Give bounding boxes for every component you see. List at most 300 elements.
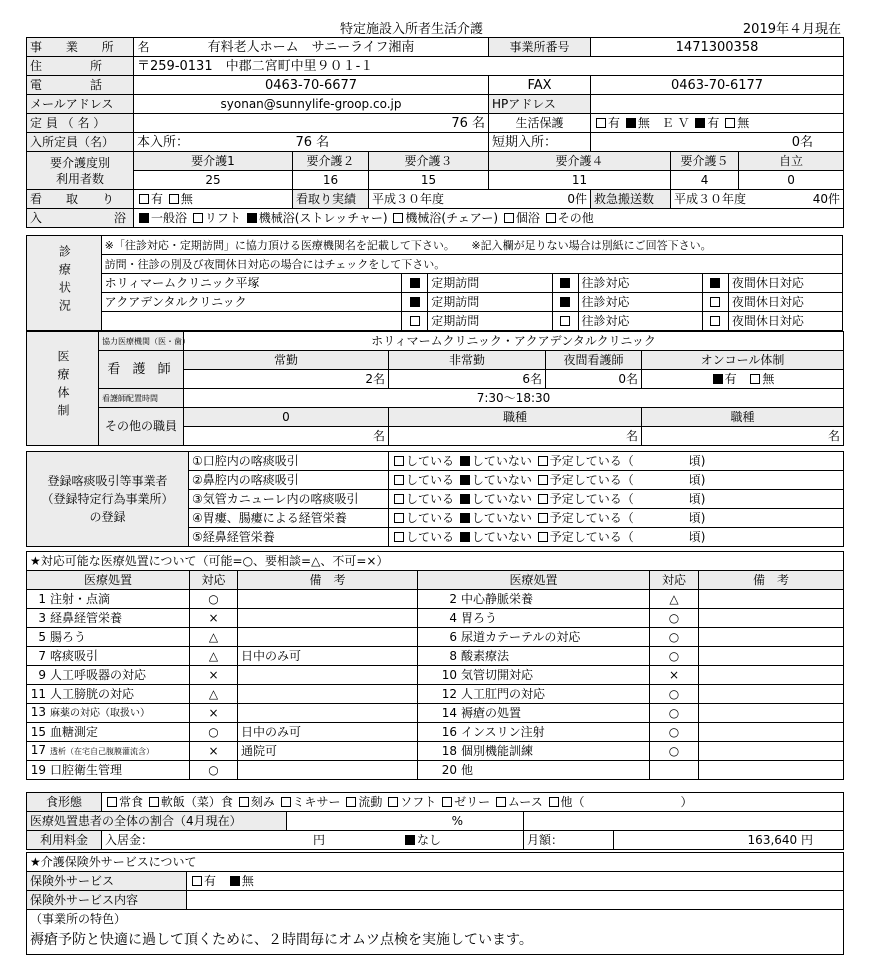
procedure-note: 通院可 (238, 742, 418, 761)
clinic-name: ホリィマームクリニック平塚 (101, 274, 402, 293)
care-level-2: 要介護２ (293, 152, 369, 171)
outside-no-label: 無 (241, 873, 254, 888)
medical-system-label-text: 医療体制 (56, 350, 70, 422)
ratio-value: % (287, 812, 524, 831)
checkbox-checked-icon[interactable] (410, 278, 420, 288)
suction-opt-not-doing: していない (471, 491, 532, 506)
ratio-spacer (524, 812, 844, 831)
procedure-number: 8 (449, 648, 457, 663)
terminal-record-year: 平成３０年度 (372, 191, 445, 206)
suction-opt-not-doing: していない (471, 510, 532, 525)
features-text: 褥瘡予防と快適に過して頂くために、２時間毎にオムツ点検を実施しています。 (30, 932, 533, 948)
periodic-visit-check[interactable] (402, 274, 428, 293)
terminal-record-count: 0件 (567, 191, 588, 206)
checkbox-icon[interactable] (394, 475, 404, 485)
email-value: syonan@sunnylife-groop.co.jp (134, 95, 489, 114)
fax-label: FAX (489, 76, 591, 95)
suction-opt-around: 頃) (688, 510, 706, 525)
main-residents-label: 本入所： (134, 133, 293, 152)
checkbox-icon[interactable] (546, 213, 556, 223)
procedure-response: ○ (190, 761, 238, 780)
checkbox-icon[interactable] (549, 797, 559, 807)
fee-label: 利用料金 (27, 831, 102, 850)
procedure-row (27, 761, 844, 780)
periodic-visit-check[interactable] (402, 312, 428, 331)
suction-item: ④胃瘻、腸瘻による経管栄養 (189, 509, 389, 528)
procedure-right (418, 761, 650, 780)
ratio-label: 医療処置患者の全体の割合（4月現在） (27, 812, 287, 831)
short-residents-value: 0名 (591, 133, 844, 152)
outside-service-options (187, 872, 844, 891)
procedure-note (699, 628, 844, 647)
procedure-name: 胃ろう (461, 610, 498, 625)
checkbox-checked-icon[interactable] (460, 456, 470, 466)
procedure-note (699, 761, 844, 780)
checkbox-icon[interactable] (192, 876, 202, 886)
capacity-label: 定 員 （ 名 ） (27, 114, 134, 133)
care-count-5: 4 (671, 171, 739, 190)
bath-label: 入 浴 (27, 209, 134, 228)
suction-options (389, 452, 844, 471)
procedure-note (699, 609, 844, 628)
residents-label: 入所定員（名） (27, 133, 134, 152)
terminal-care-options (134, 190, 293, 209)
checkbox-icon[interactable] (538, 513, 548, 523)
bath-option: 一般浴 (151, 210, 188, 225)
checkbox-icon[interactable] (725, 118, 735, 128)
care-level-3: 要介護３ (369, 152, 489, 171)
procedure-note (699, 723, 844, 742)
night-holiday-check[interactable] (702, 293, 728, 312)
procedure-row (27, 723, 844, 742)
welfare-label: 生活保護 (489, 114, 591, 133)
procedure-number: 20 (441, 762, 457, 777)
procedure-response: ○ (650, 723, 699, 742)
procedure-number: 18 (441, 743, 457, 758)
procedure-number: 15 (30, 724, 46, 739)
bath-option: 機械浴(チェアー) (405, 210, 499, 225)
checkbox-icon[interactable] (394, 513, 404, 523)
checkbox-icon[interactable] (560, 316, 570, 326)
other-staff-label: その他の職員 (99, 408, 184, 446)
response-col-header: 対応 (190, 571, 238, 590)
procedure-note (699, 590, 844, 609)
procedure-response: △ (190, 685, 238, 704)
checkbox-icon[interactable] (149, 797, 159, 807)
procedure-number: 11 (30, 686, 46, 701)
procedure-row (27, 666, 844, 685)
procedure-name: 喀痰吸引 (50, 648, 99, 663)
terminal-record-label: 看取り実績 (293, 190, 369, 209)
checkbox-icon[interactable] (239, 797, 249, 807)
procedure-note (238, 761, 418, 780)
procedure-response: ○ (650, 685, 699, 704)
periodic-visit-label: 定期訪問 (428, 274, 552, 293)
food-option: 他（ ） (560, 794, 693, 809)
procedure-number: 13 (30, 705, 46, 719)
medical-system-label (27, 332, 99, 446)
night-holiday-check[interactable] (702, 274, 728, 293)
response-col-header: 対応 (650, 571, 699, 590)
checkbox-checked-icon[interactable] (626, 118, 636, 128)
full-time-label: 常勤 (184, 351, 389, 370)
procedure-name: 腸ろう (50, 629, 87, 644)
procedure-note (699, 666, 844, 685)
procedure-col-header: 医療処置 (27, 571, 190, 590)
care-count-1: 25 (134, 171, 293, 190)
checkbox-checked-icon[interactable] (713, 374, 723, 384)
procedure-left (27, 647, 190, 666)
checkbox-checked-icon[interactable] (710, 278, 720, 288)
procedure-number: 16 (441, 724, 457, 739)
phone-label: 電 話 (27, 76, 134, 95)
suction-opt-planned: 予定している（ (549, 472, 634, 487)
capacity-value: 76 名 (134, 114, 489, 133)
checkbox-icon[interactable] (710, 316, 720, 326)
home-visit-label: 往診対応 (578, 293, 702, 312)
procedure-response: × (190, 609, 238, 628)
checkbox-checked-icon[interactable] (230, 876, 240, 886)
outside-service-label: 保険外サービス (27, 872, 187, 891)
checkbox-checked-icon[interactable] (460, 475, 470, 485)
entry-fee-label: 入居金： (105, 832, 154, 847)
suction-item: ①口腔内の喀痰吸引 (189, 452, 389, 471)
checkbox-checked-icon[interactable] (410, 297, 420, 307)
food-option: ゼリー (454, 794, 491, 809)
procedure-left (27, 685, 190, 704)
checkbox-icon[interactable] (193, 213, 203, 223)
procedure-row (27, 704, 844, 723)
suction-opt-not-doing: していない (471, 472, 532, 487)
procedure-name: 人工呼吸器の対応 (50, 667, 147, 682)
suction-registration-label (27, 452, 189, 547)
facility-name: 有料老人ホーム サニーライフ湘南 (134, 38, 489, 57)
procedure-number: 10 (441, 667, 457, 682)
monthly-label: 月額： (524, 831, 614, 850)
procedure-row (27, 628, 844, 647)
home-visit-label: 往診対応 (578, 312, 702, 331)
checkbox-icon[interactable] (538, 494, 548, 504)
checkbox-checked-icon[interactable] (560, 297, 570, 307)
checkbox-checked-icon[interactable] (405, 835, 415, 845)
procedure-response: × (190, 666, 238, 685)
procedure-number: 14 (441, 705, 457, 720)
procedure-note (699, 704, 844, 723)
food-option: ムース (507, 794, 543, 809)
phone-value: 0463-70-6677 (134, 76, 489, 95)
procedure-response: ○ (190, 590, 238, 609)
checkbox-icon[interactable] (393, 213, 403, 223)
procedure-left (27, 609, 190, 628)
procedure-row (27, 590, 844, 609)
note-col-header: 備 考 (699, 571, 844, 590)
checkbox-icon[interactable] (169, 194, 179, 204)
checkbox-icon[interactable] (394, 532, 404, 542)
procedure-note (238, 666, 418, 685)
home-visit-check[interactable] (552, 293, 578, 312)
suction-opt-around: 頃) (688, 491, 706, 506)
procedure-note: 日中のみ可 (238, 723, 418, 742)
suction-opt-not-doing: していない (471, 529, 532, 544)
on-call-no-label: 無 (762, 371, 775, 386)
night-holiday-label: 夜間休日対応 (728, 312, 842, 331)
procedure-name: 口腔衛生管理 (50, 762, 123, 777)
procedure-name: 人工膀胱の対応 (50, 686, 135, 701)
procedure-number: 5 (38, 629, 46, 644)
welfare-yes-label: 有 (608, 115, 621, 130)
procedure-name: 透析（在宅自己腹膜灌流含） (50, 747, 154, 756)
entry-fee-none: なし (417, 832, 442, 847)
procedure-note (238, 628, 418, 647)
food-option: 刻み (250, 794, 275, 809)
other-staff-unit: 名 (389, 427, 642, 446)
outside-content-value (187, 891, 844, 910)
procedure-response: ○ (190, 723, 238, 742)
care-count-3: 15 (369, 171, 489, 190)
terminal-no-label: 無 (180, 191, 193, 206)
ev-yes-label: 有 (707, 115, 720, 130)
procedure-left (27, 761, 190, 780)
other-staff-unit: 名 (642, 427, 844, 446)
clinic-name (101, 312, 402, 331)
terminal-record (369, 190, 591, 209)
checkbox-icon[interactable] (346, 797, 356, 807)
suction-opt-around: 頃) (688, 529, 706, 544)
procedure-number: 4 (449, 610, 457, 625)
procedure-response: ○ (650, 742, 699, 761)
procedure-response: △ (650, 590, 699, 609)
procedure-response: × (190, 704, 238, 723)
checkbox-icon[interactable] (496, 797, 506, 807)
suction-opt-around: 頃) (688, 453, 706, 468)
checkbox-checked-icon[interactable] (247, 213, 257, 223)
procedure-right (418, 685, 650, 704)
food-options (102, 793, 844, 812)
procedure-note (238, 590, 418, 609)
checkbox-icon[interactable] (107, 797, 117, 807)
entry-fee-unit: 円 (313, 832, 326, 847)
checkbox-checked-icon[interactable] (460, 494, 470, 504)
checkbox-checked-icon[interactable] (460, 532, 470, 542)
procedure-rows (27, 590, 844, 780)
document-date: 2019年４月現在 (742, 22, 841, 37)
procedure-number: 3 (38, 610, 46, 625)
procedure-response: △ (190, 647, 238, 666)
procedure-note: 日中のみ可 (238, 647, 418, 666)
procedure-name: 他 (461, 762, 474, 777)
procedure-note (238, 685, 418, 704)
suction-opt-doing: している (406, 510, 455, 525)
checkbox-icon[interactable] (504, 213, 514, 223)
terminal-yes-label: 有 (151, 191, 164, 206)
checkbox-icon[interactable] (538, 532, 548, 542)
procedure-response: ○ (650, 647, 699, 666)
home-visit-label: 往診対応 (578, 274, 702, 293)
suction-opt-planned: 予定している（ (549, 453, 634, 468)
night-holiday-label: 夜間休日対応 (728, 274, 842, 293)
periodic-visit-label: 定期訪問 (428, 312, 552, 331)
procedure-name: 酸素療法 (461, 648, 510, 663)
suction-registration-table (26, 451, 844, 547)
monthly-value: 163,640 円 (614, 831, 844, 850)
checkbox-checked-icon[interactable] (695, 118, 705, 128)
procedure-name: 尿道カテーテルの対応 (461, 629, 581, 644)
checkbox-checked-icon[interactable] (560, 278, 570, 288)
suction-item: ⑤経鼻経管栄養 (189, 528, 389, 547)
care-level-1: 要介護1 (134, 152, 293, 171)
hp-value (591, 95, 844, 114)
address-value: 〒259-0131 中郡二宮町中里９０１-１ (134, 57, 844, 76)
procedure-name: 人工肛門の対応 (461, 686, 546, 701)
procedure-right (418, 647, 650, 666)
procedure-number: 9 (38, 667, 46, 682)
bath-options (134, 209, 844, 228)
facility-number: 1471300358 (591, 38, 844, 57)
checkbox-icon[interactable] (410, 316, 420, 326)
exam-status-label (27, 236, 102, 331)
ambulance-label: 救急搬送数 (591, 190, 671, 209)
suction-item: ③気管カニューレ内の喀痰吸引 (189, 490, 389, 509)
welfare-no-label: 無 (637, 115, 650, 130)
nurse-label: 看 護 師 (99, 351, 184, 389)
procedure-right (418, 742, 650, 761)
procedure-row (27, 647, 844, 666)
care-level-label (27, 152, 134, 190)
procedure-name: インスリン注射 (461, 724, 545, 739)
checkbox-checked-icon[interactable] (460, 513, 470, 523)
suction-opt-planned: 予定している（ (549, 510, 634, 525)
suction-label-line: 登録喀痰吸引等事業者 (47, 474, 168, 488)
food-fee-table (26, 792, 844, 850)
procedure-right (418, 590, 650, 609)
suction-opt-doing: している (406, 529, 455, 544)
coop-institution-label: 協力医療機関（医・歯） (99, 332, 184, 351)
suction-opt-doing: している (406, 491, 455, 506)
facility-number-label: 事業所番号 (489, 38, 591, 57)
care-level-4: 要介護４ (489, 152, 671, 171)
checkbox-icon[interactable] (394, 494, 404, 504)
procedure-name: 個別機能訓練 (461, 743, 534, 758)
home-visit-check[interactable] (552, 312, 578, 331)
night-holiday-check[interactable] (702, 312, 728, 331)
night-nurse-label: 夜間看護師 (546, 351, 642, 370)
procedure-right (418, 704, 650, 723)
procedure-response (650, 761, 699, 780)
checkbox-icon[interactable] (139, 194, 149, 204)
checkbox-icon[interactable] (710, 297, 720, 307)
exam-note-2: 訪問・往診の別及び夜間休日対応の場合にはチェックをして下さい。 (101, 255, 842, 274)
checkbox-icon[interactable] (281, 797, 291, 807)
care-count-independent: 0 (739, 171, 844, 190)
checkbox-icon[interactable] (442, 797, 452, 807)
procedure-number: 17 (30, 743, 46, 757)
exam-note-1: ※「往診対応・定期訪問」に協力頂ける医療機関名を記載して下さい。 ※記入欄が足りない場合は別紙にご回答下さい。 (101, 236, 842, 255)
coop-institution-value: ホリィマームクリニック・アクアデンタルクリニック (184, 332, 844, 351)
on-call-label: オンコール体制 (642, 351, 844, 370)
bath-option: 個浴 (515, 210, 540, 225)
checkbox-checked-icon[interactable] (139, 213, 149, 223)
procedure-row (27, 609, 844, 628)
suction-opt-planned: 予定している（ (549, 529, 634, 544)
night-nurse-value: 0名 (546, 370, 642, 389)
procedure-note (699, 685, 844, 704)
procedure-response: × (190, 742, 238, 761)
short-residents-label: 短期入所： (489, 133, 591, 152)
procedure-name: 血糖測定 (50, 724, 99, 739)
care-level-5: 要介護５ (671, 152, 739, 171)
care-count-2: 16 (293, 171, 369, 190)
procedure-response: × (650, 666, 699, 685)
other-staff-col3: 職種 (642, 408, 844, 427)
procedure-number: 2 (449, 591, 457, 606)
food-label: 食形態 (27, 793, 102, 812)
care-level-independent: 自立 (739, 152, 844, 171)
note-col-header: 備 考 (238, 571, 418, 590)
periodic-visit-label: 定期訪問 (428, 293, 552, 312)
ambulance-year: 平成３０年度 (674, 191, 747, 206)
care-level-label-line1: 要介護度別 (49, 155, 110, 170)
food-option: ソフト (400, 794, 437, 809)
checkbox-icon[interactable] (750, 374, 760, 384)
exam-status-label-text: 診療状況 (57, 244, 72, 317)
part-time-value: 6名 (389, 370, 546, 389)
outside-yes-label: 有 (204, 873, 217, 888)
suction-opt-doing: している (406, 453, 455, 468)
fax-value: 0463-70-6177 (591, 76, 844, 95)
procedure-right (418, 666, 650, 685)
entry-fee (102, 831, 524, 850)
care-count-4: 11 (489, 171, 671, 190)
checkbox-icon[interactable] (388, 797, 398, 807)
home-visit-check[interactable] (552, 274, 578, 293)
procedure-right (418, 609, 650, 628)
bath-option: その他 (557, 210, 594, 225)
checkbox-icon[interactable] (596, 118, 606, 128)
checkbox-icon[interactable] (538, 475, 548, 485)
suction-options (389, 528, 844, 547)
procedure-row (27, 685, 844, 704)
checkbox-icon[interactable] (394, 456, 404, 466)
suction-label-line: （登録特定行為事業所） (41, 492, 174, 506)
procedure-right (418, 723, 650, 742)
procedure-left (27, 704, 190, 723)
other-staff-col2: 職種 (389, 408, 642, 427)
procedure-note (238, 704, 418, 723)
procedure-name: 経鼻経管栄養 (50, 610, 123, 625)
periodic-visit-check[interactable] (402, 293, 428, 312)
procedure-note (699, 742, 844, 761)
food-option: ミキサー (292, 794, 341, 809)
procedure-response: ○ (650, 609, 699, 628)
procedure-response: ○ (650, 704, 699, 723)
checkbox-icon[interactable] (538, 456, 548, 466)
procedure-number: 1 (38, 591, 46, 606)
terminal-care-label: 看 取 り (27, 190, 134, 209)
procedures-heading: ★対応可能な医療処置について（可能=○、要相談=△、不可=×） (27, 552, 844, 571)
procedure-note (238, 609, 418, 628)
suction-options (389, 509, 844, 528)
ambulance-count: 40件 (812, 191, 841, 206)
procedure-response: △ (190, 628, 238, 647)
hp-label: HPアドレス (489, 95, 591, 114)
procedure-row (27, 742, 844, 761)
facility-table (26, 37, 844, 228)
procedure-left (27, 723, 190, 742)
suction-options (389, 490, 844, 509)
procedure-response: ○ (650, 628, 699, 647)
care-level-label-line2: 利用者数 (55, 171, 104, 186)
ev-no-label: 無 (737, 115, 750, 130)
